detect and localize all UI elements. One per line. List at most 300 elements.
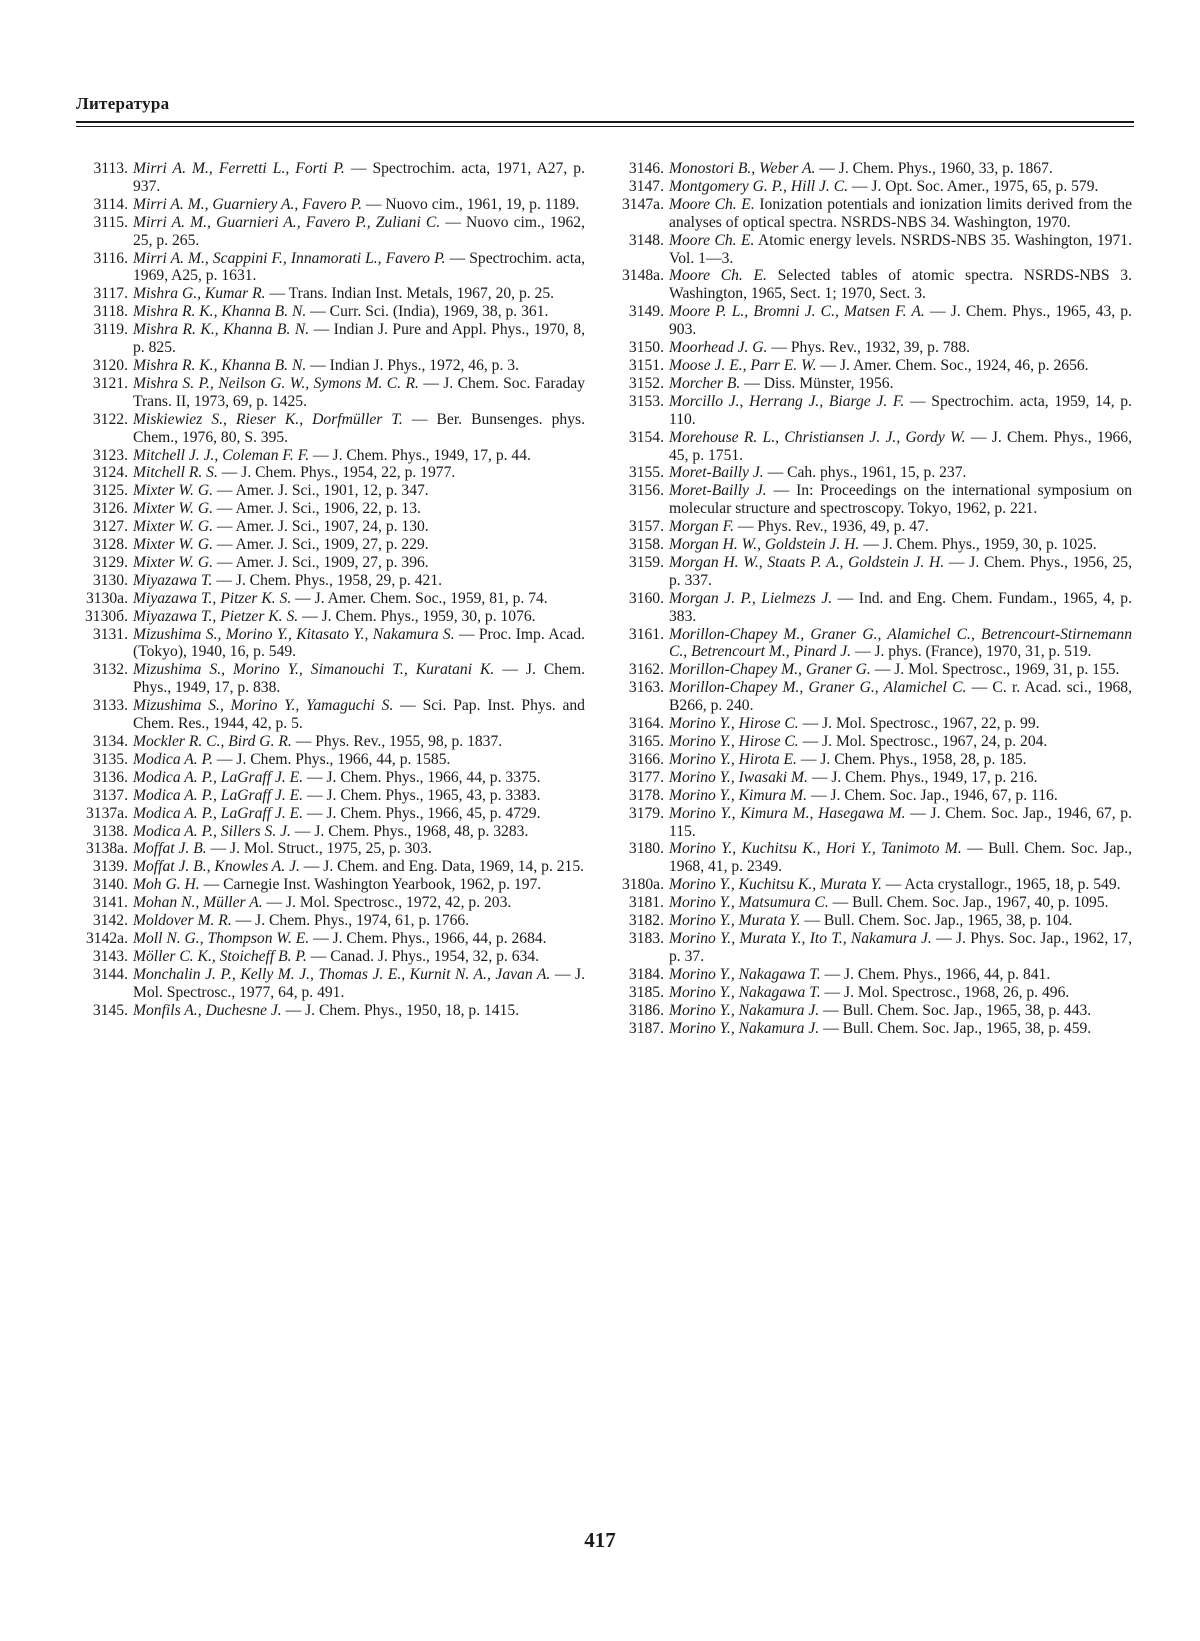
reference-authors: Morino Y., Kuchitsu K., Murata Y. bbox=[669, 876, 882, 894]
reference-authors: Mishra G., Kumar R. bbox=[133, 285, 266, 303]
reference-source: — J. Chem. Phys., 1960, 33, p. 1867. bbox=[815, 160, 1053, 177]
reference-text bbox=[669, 303, 1132, 339]
reference-entry bbox=[612, 393, 1132, 429]
reference-number: 3180. bbox=[628, 840, 664, 858]
reference-text bbox=[133, 214, 585, 250]
reference-entry bbox=[612, 769, 1132, 787]
reference-number: 3130б. bbox=[84, 607, 128, 625]
reference-text bbox=[669, 339, 1132, 357]
reference-entry bbox=[612, 303, 1132, 339]
reference-entry bbox=[80, 590, 585, 608]
reference-source: — J. Chem. Phys., 1949, 17, p. 44. bbox=[309, 446, 531, 464]
reference-authors: Mockler R. C., Bird G. R. bbox=[133, 733, 292, 750]
reference-authors: Möller C. K., Stoicheff B. P. bbox=[133, 947, 307, 965]
reference-number: 3152. bbox=[628, 374, 664, 392]
reference-number: 3148. bbox=[628, 231, 664, 249]
reference-text bbox=[669, 984, 1132, 1002]
reference-source: — Diss. Münster, 1956. bbox=[740, 374, 894, 392]
reference-number: 3162. bbox=[628, 661, 664, 679]
reference-entry bbox=[80, 500, 585, 518]
reference-text bbox=[669, 679, 1132, 715]
reference-source: Atomic energy levels. NSRDS-NBS 35. Washington, 1971. Vol. 1—3. bbox=[669, 231, 1133, 267]
reference-number: 3119. bbox=[93, 321, 128, 339]
reference-entry bbox=[612, 232, 1132, 268]
reference-authors: Mirri A. M., Guarniery A., Favero P. bbox=[133, 195, 362, 213]
reference-text bbox=[669, 661, 1132, 679]
reference-source: — Nuovo cim., 1961, 19, p. 1189. bbox=[361, 195, 580, 213]
reference-number: 3114. bbox=[93, 195, 128, 213]
reference-number: 3117. bbox=[93, 285, 128, 303]
reference-source: — Phys. Rev., 1936, 49, p. 47. bbox=[733, 518, 929, 536]
reference-number: 3136. bbox=[92, 768, 128, 786]
reference-entry bbox=[80, 858, 585, 876]
reference-authors: Modica A. P., LaGraff J. E. bbox=[133, 786, 304, 804]
reference-source: — J. Amer. Chem. Soc., 1959, 81, p. 74. bbox=[291, 589, 548, 607]
reference-number: 3127. bbox=[92, 518, 128, 536]
reference-entry bbox=[80, 285, 585, 303]
reference-authors: Morcher B. bbox=[669, 374, 741, 392]
reference-entry bbox=[80, 769, 585, 787]
reference-source: — J. Chem. Phys., 1959, 30, p. 1025. bbox=[859, 536, 1097, 554]
reference-number: 3141. bbox=[92, 894, 128, 912]
reference-text bbox=[133, 823, 585, 841]
reference-text bbox=[669, 232, 1132, 268]
reference-text bbox=[669, 518, 1132, 536]
reference-number: 3130. bbox=[92, 571, 128, 589]
reference-text bbox=[133, 357, 585, 375]
reference-source: — Amer. J. Sci., 1909, 27, p. 229. bbox=[212, 536, 429, 554]
reference-source: — Curr. Sci. (India), 1969, 38, p. 361. bbox=[306, 303, 549, 321]
reference-authors: Miyazawa T., Pietzer K. S. bbox=[133, 607, 299, 625]
reference-entry bbox=[80, 966, 585, 1002]
reference-source: — J. Chem. Phys., 1959, 30, p. 1076. bbox=[298, 607, 536, 625]
reference-text bbox=[669, 590, 1132, 626]
reference-entry bbox=[612, 751, 1132, 769]
reference-authors: Monchalin J. P., Kelly M. J., Thomas J. E., Kurnit N. A., Javan A. bbox=[133, 965, 551, 983]
reference-authors: Morillon-Chapey M., Graner G., Alamichel C., Betrencourt-Stirnemann C., Betrencourt M., Pinard J. bbox=[669, 625, 1132, 661]
reference-authors: Morino Y., Nakamura J. bbox=[669, 1001, 820, 1019]
reference-entry bbox=[80, 518, 585, 536]
reference-entry bbox=[80, 250, 585, 286]
reference-entry bbox=[612, 787, 1132, 805]
reference-authors: Montgomery G. P., Hill J. C. bbox=[669, 177, 849, 195]
reference-text bbox=[133, 285, 585, 303]
reference-authors: Morino Y., Iwasaki M. bbox=[669, 768, 808, 786]
reference-source: Ionization potentials and ionization limits derived from the analyses of optical spectra. NSRDS-NBS 34. Washington, 1970. bbox=[669, 195, 1133, 231]
reference-authors: Moffat J. B., Knowles A. J. bbox=[133, 858, 300, 876]
reference-source: — Ber. Bunsenges. phys. Chem., 1976, 80, S. 395. bbox=[133, 410, 585, 446]
reference-column-left bbox=[80, 160, 585, 1020]
reference-entry bbox=[612, 805, 1132, 841]
reference-number: 3150. bbox=[628, 339, 664, 357]
reference-text bbox=[669, 375, 1132, 393]
reference-number: 3123. bbox=[92, 446, 128, 464]
reference-authors: Moh G. H. bbox=[133, 876, 200, 894]
reference-text bbox=[133, 554, 585, 572]
reference-number: 3184. bbox=[628, 965, 664, 983]
reference-number: 3186. bbox=[628, 1001, 664, 1019]
reference-entry bbox=[612, 894, 1132, 912]
reference-text bbox=[669, 930, 1132, 966]
reference-text bbox=[669, 1020, 1132, 1038]
reference-entry bbox=[612, 536, 1132, 554]
reference-authors: Modica A. P., LaGraff J. E. bbox=[133, 804, 304, 822]
reference-authors: Modica A. P. bbox=[133, 750, 213, 768]
reference-number: 3122. bbox=[92, 410, 128, 428]
reference-text bbox=[669, 267, 1132, 303]
reference-text bbox=[133, 787, 585, 805]
reference-source: — Spectrochim. acta, 1971, A27, p. 937. bbox=[133, 160, 585, 195]
reference-authors: Monfils A., Duchesne J. bbox=[133, 1001, 282, 1019]
reference-source: — Phys. Rev., 1932, 39, p. 788. bbox=[767, 339, 971, 357]
reference-entry bbox=[80, 608, 585, 626]
reference-entry bbox=[80, 303, 585, 321]
reference-authors: Monostori B., Weber A. bbox=[669, 160, 816, 177]
reference-number: 3118. bbox=[93, 303, 128, 321]
reference-entry bbox=[612, 178, 1132, 196]
reference-text bbox=[133, 303, 585, 321]
reference-text bbox=[133, 411, 585, 447]
reference-entry bbox=[80, 1002, 585, 1020]
reference-authors: Mishra R. K., Khanna B. N. bbox=[133, 303, 307, 321]
reference-entry bbox=[80, 464, 585, 482]
reference-text bbox=[133, 966, 585, 1002]
reference-source: — J. Chem. Phys., 1949, 17, p. 216. bbox=[807, 768, 1038, 786]
reference-authors: Morino Y., Kimura M., Hasegawa M. bbox=[669, 804, 906, 822]
reference-text bbox=[133, 894, 585, 912]
header-rule bbox=[76, 121, 1134, 123]
reference-number: 3142a. bbox=[85, 929, 128, 947]
reference-authors: Morillon-Chapey M., Graner G. bbox=[669, 661, 871, 679]
reference-source: — J. Chem. Phys., 1974, 61, p. 1766. bbox=[231, 912, 470, 930]
reference-source: — J. Phys. Soc. Jap., 1962, 17, p. 37. bbox=[669, 929, 1132, 965]
reference-entry bbox=[612, 930, 1132, 966]
reference-text bbox=[133, 751, 585, 769]
reference-source: — J. Chem. Phys., 1966, 44, p. 2684. bbox=[309, 929, 547, 947]
reference-entry bbox=[80, 733, 585, 751]
reference-text bbox=[133, 590, 585, 608]
reference-source: — J. Chem. Phys., 1950, 18, p. 1415. bbox=[281, 1001, 520, 1019]
reference-authors: Modica A. P., LaGraff J. E. bbox=[133, 768, 304, 786]
reference-source: — J. Chem. Phys., 1966, 45, p. 1751. bbox=[669, 428, 1132, 464]
reference-source: — J. Chem. Phys., 1966, 44, p. 3375. bbox=[303, 768, 541, 786]
reference-text bbox=[133, 840, 585, 858]
reference-source: — Spectrochim. acta, 1969, A25, p. 1631. bbox=[133, 249, 586, 285]
reference-authors: Morillon-Chapey M., Graner G., Alamichel C. bbox=[669, 679, 967, 697]
reference-authors: Morino Y., Murata Y. bbox=[669, 912, 801, 930]
reference-text bbox=[133, 912, 585, 930]
reference-text bbox=[669, 894, 1132, 912]
reference-source: — Trans. Indian Inst. Metals, 1967, 20, p. 25. bbox=[265, 285, 555, 303]
reference-text bbox=[133, 375, 585, 411]
reference-number: 3159. bbox=[628, 553, 664, 571]
reference-number: 3124. bbox=[92, 464, 128, 482]
reference-entry bbox=[80, 196, 585, 214]
reference-authors: Mitchell R. S. bbox=[133, 464, 218, 482]
reference-entry bbox=[80, 661, 585, 697]
reference-text bbox=[669, 715, 1132, 733]
reference-authors: Moret-Bailly J. bbox=[669, 464, 764, 482]
reference-number: 3163. bbox=[628, 679, 664, 697]
reference-number: 3154. bbox=[628, 428, 664, 446]
reference-source: — J. Chem. Soc. Jap., 1946, 67, p. 116. bbox=[807, 786, 1058, 804]
reference-source: — J. phys. (France), 1970, 31, p. 519. bbox=[851, 643, 1092, 661]
reference-entry bbox=[612, 984, 1132, 1002]
reference-number: 3147. bbox=[628, 177, 664, 195]
reference-authors: Mohan N., Müller A. bbox=[133, 894, 263, 912]
reference-entry bbox=[80, 787, 585, 805]
reference-source: — Acta crystallogr., 1965, 18, p. 549. bbox=[881, 876, 1121, 894]
reference-entry bbox=[80, 876, 585, 894]
reference-authors: Moldover M. R. bbox=[133, 912, 232, 930]
reference-number: 3113. bbox=[93, 160, 128, 177]
reference-source: — Bull. Chem. Soc. Jap., 1965, 38, p. 104. bbox=[800, 912, 1073, 930]
reference-text bbox=[133, 1002, 585, 1020]
reference-source: — Indian J. Phys., 1972, 46, p. 3. bbox=[306, 356, 519, 374]
reference-authors: Morino Y., Nakamura J. bbox=[669, 1019, 820, 1037]
reference-entry bbox=[612, 590, 1132, 626]
reference-entry bbox=[612, 876, 1132, 894]
reference-authors: Miyazawa T. bbox=[133, 571, 213, 589]
reference-number: 3116. bbox=[93, 249, 128, 267]
reference-number: 3178. bbox=[628, 786, 664, 804]
reference-entry bbox=[612, 339, 1132, 357]
reference-source: — J. Chem. Phys., 1965, 43, p. 3383. bbox=[303, 786, 541, 804]
reference-authors: Mixter W. G. bbox=[133, 482, 213, 500]
reference-source: — Bull. Chem. Soc. Jap., 1967, 40, p. 1095. bbox=[828, 894, 1109, 912]
reference-entry bbox=[80, 823, 585, 841]
reference-text bbox=[669, 393, 1132, 429]
reference-text bbox=[669, 1002, 1132, 1020]
reference-number: 3146. bbox=[628, 160, 664, 177]
reference-source: — Proc. Imp. Acad. (Tokyo), 1940, 16, p. 549. bbox=[133, 625, 585, 661]
reference-text bbox=[669, 536, 1132, 554]
reference-entry bbox=[80, 572, 585, 590]
reference-entry bbox=[612, 912, 1132, 930]
reference-text bbox=[133, 500, 585, 518]
reference-text bbox=[669, 787, 1132, 805]
reference-source: — Canad. J. Phys., 1954, 32, p. 634. bbox=[306, 947, 540, 965]
reference-source: — J. Chem. Phys., 1954, 22, p. 1977. bbox=[217, 464, 456, 482]
reference-number: 3164. bbox=[628, 715, 664, 733]
reference-authors: Morino Y., Hirota E. bbox=[669, 750, 797, 768]
reference-source: — Sci. Pap. Inst. Phys. and Chem. Res., 1944, 42, p. 5. bbox=[133, 697, 585, 733]
reference-entry bbox=[80, 751, 585, 769]
page-number: 417 bbox=[584, 1528, 616, 1552]
reference-source: — J. Mol. Spectrosc., 1968, 26, p. 496. bbox=[820, 983, 1070, 1001]
reference-text bbox=[669, 769, 1132, 787]
reference-text bbox=[669, 876, 1132, 894]
reference-entry bbox=[80, 411, 585, 447]
reference-source: — Bull. Chem. Soc. Jap., 1965, 38, p. 459. bbox=[819, 1019, 1092, 1037]
reference-text bbox=[133, 196, 585, 214]
reference-number: 3133. bbox=[92, 697, 128, 715]
reference-source: — J. Chem. Phys., 1958, 28, p. 185. bbox=[796, 750, 1027, 768]
reference-number: 3115. bbox=[93, 213, 128, 231]
reference-text bbox=[133, 948, 585, 966]
reference-entry bbox=[80, 554, 585, 572]
reference-text bbox=[133, 518, 585, 536]
reference-text bbox=[133, 858, 585, 876]
reference-authors: Mixter W. G. bbox=[133, 553, 213, 571]
reference-entry bbox=[612, 160, 1132, 178]
reference-number: 3125. bbox=[92, 482, 128, 500]
reference-source: — C. r. Acad. sci., 1968, B266, p. 240. bbox=[669, 679, 1132, 715]
reference-authors: Moore Ch. E. bbox=[669, 195, 755, 213]
reference-text bbox=[669, 840, 1132, 876]
reference-authors: Morcillo J., Herrang J., Biarge J. F. bbox=[669, 392, 905, 410]
reference-number: 3177. bbox=[628, 768, 664, 786]
reference-number: 3181. bbox=[628, 894, 664, 912]
reference-authors: Moore Ch. E. bbox=[669, 231, 755, 249]
reference-authors: Morgan F. bbox=[669, 518, 734, 536]
header-rule-thin bbox=[76, 126, 1134, 127]
reference-authors: Mixter W. G. bbox=[133, 518, 213, 536]
reference-authors: Moret-Bailly J. bbox=[669, 482, 767, 500]
reference-authors: Mishra R. K., Khanna B. N. bbox=[133, 321, 310, 339]
reference-entry bbox=[80, 160, 585, 196]
reference-authors: Mirri A. M., Scappini F., Innamorati L., Favero P. bbox=[133, 249, 446, 267]
reference-entry bbox=[80, 321, 585, 357]
reference-authors: Mixter W. G. bbox=[133, 536, 213, 554]
reference-source: — J. Amer. Chem. Soc., 1924, 46, p. 2656. bbox=[816, 356, 1089, 374]
reference-number: 3157. bbox=[628, 518, 664, 536]
reference-source: — J. Chem. Phys., 1965, 43, p. 903. bbox=[669, 303, 1132, 339]
reference-source: — Carnegie Inst. Washington Yearbook, 1962, p. 197. bbox=[199, 876, 542, 894]
reference-text bbox=[133, 930, 585, 948]
reference-text bbox=[669, 160, 1132, 178]
reference-entry bbox=[612, 518, 1132, 536]
reference-authors: Miskiewiez S., Rieser K., Dorfmüller T. bbox=[133, 410, 403, 428]
reference-text bbox=[133, 769, 585, 787]
reference-number: 3158. bbox=[628, 536, 664, 554]
reference-text bbox=[133, 572, 585, 590]
reference-source: — Indian J. Pure and Appl. Phys., 1970, 8, p. 825. bbox=[133, 321, 585, 357]
reference-source: — J. Mol. Spectrosc., 1969, 31, p. 155. bbox=[870, 661, 1120, 679]
reference-text bbox=[133, 482, 585, 500]
reference-source: — J. Opt. Soc. Amer., 1975, 65, p. 579. bbox=[848, 177, 1099, 195]
reference-authors: Mixter W. G. bbox=[133, 500, 213, 518]
reference-entry bbox=[612, 375, 1132, 393]
reference-authors: Morino Y., Kuchitsu K., Hori Y., Tanimoto M. bbox=[669, 840, 962, 858]
reference-source: — Cah. phys., 1961, 15, p. 237. bbox=[763, 464, 967, 482]
reference-number: 3135. bbox=[92, 750, 128, 768]
reference-text bbox=[669, 178, 1132, 196]
reference-authors: Morino Y., Nakagawa T. bbox=[669, 983, 821, 1001]
reference-entry bbox=[612, 554, 1132, 590]
reference-source: — Phys. Rev., 1955, 98, p. 1837. bbox=[291, 733, 503, 750]
reference-number: 3143. bbox=[92, 947, 128, 965]
reference-entry bbox=[612, 196, 1132, 232]
reference-authors: Morino Y., Murata Y., Ito T., Nakamura J. bbox=[669, 929, 932, 947]
reference-entry bbox=[80, 214, 585, 250]
reference-authors: Moll N. G., Thompson W. E. bbox=[133, 929, 310, 947]
reference-entry bbox=[612, 679, 1132, 715]
reference-number: 3156. bbox=[628, 482, 664, 500]
reference-text bbox=[133, 321, 585, 357]
reference-source: — Spectrochim. acta, 1959, 14, p. 110. bbox=[669, 392, 1132, 428]
reference-number: 3121. bbox=[92, 374, 128, 392]
reference-entry bbox=[80, 697, 585, 733]
reference-number: 3185. bbox=[628, 983, 664, 1001]
reference-text bbox=[669, 554, 1132, 590]
reference-authors: Moore Ch. E. bbox=[669, 267, 767, 285]
reference-text bbox=[669, 626, 1132, 662]
reference-entry bbox=[612, 626, 1132, 662]
reference-number: 3149. bbox=[628, 303, 664, 321]
reference-source: — J. Chem. Phys., 1956, 25, p. 337. bbox=[669, 553, 1132, 589]
reference-authors: Mirri A. M., Guarnieri A., Favero P., Zuliani C. bbox=[133, 213, 441, 231]
reference-authors: Morgan H. W., Goldstein J. H. bbox=[669, 536, 860, 554]
reference-text bbox=[133, 160, 585, 196]
reference-authors: Morino Y., Hirose C. bbox=[669, 733, 799, 750]
reference-entry bbox=[80, 894, 585, 912]
reference-number: 3153. bbox=[628, 392, 664, 410]
reference-number: 3132. bbox=[92, 661, 128, 679]
reference-entry bbox=[80, 447, 585, 465]
reference-authors: Mishra S. P., Neilson G. W., Symons M. C. R. bbox=[133, 374, 419, 392]
reference-number: 3180a. bbox=[621, 876, 664, 894]
reference-source: — J. Chem. Phys., 1966, 44, p. 841. bbox=[820, 965, 1051, 983]
reference-text bbox=[133, 447, 585, 465]
reference-number: 3160. bbox=[628, 589, 664, 607]
reference-number: 3138. bbox=[92, 822, 128, 840]
reference-text bbox=[669, 429, 1132, 465]
reference-source: — J. Chem. Phys., 1958, 29, p. 421. bbox=[212, 571, 443, 589]
reference-number: 3144. bbox=[92, 965, 128, 983]
reference-column-right bbox=[612, 160, 1132, 1037]
reference-entry bbox=[612, 733, 1132, 751]
reference-source: — J. Mol. Spectrosc., 1967, 24, p. 204. bbox=[798, 733, 1048, 750]
reference-source: — J. Chem. Phys., 1949, 17, p. 838. bbox=[133, 661, 585, 697]
reference-authors: Morgan H. W., Staats P. A., Goldstein J. H. bbox=[669, 553, 945, 571]
reference-entry bbox=[80, 840, 585, 858]
reference-text bbox=[669, 357, 1132, 375]
reference-number: 3161. bbox=[628, 625, 664, 643]
reference-number: 3142. bbox=[92, 912, 128, 930]
reference-authors: Mizushima S., Morino Y., Simanouchi T., Kuratani K. bbox=[133, 661, 495, 679]
reference-source: — J. Mol. Spectrosc., 1967, 22, p. 99. bbox=[798, 715, 1040, 733]
reference-authors: Morgan J. P., Lielmezs J. bbox=[669, 589, 833, 607]
reference-number: 3138a. bbox=[85, 840, 128, 858]
reference-entry bbox=[612, 267, 1132, 303]
reference-source: — J. Chem. Phys., 1966, 45, p. 4729. bbox=[303, 804, 541, 822]
reference-authors: Morehouse R. L., Christiansen J. J., Gordy W. bbox=[669, 428, 966, 446]
reference-authors: Mizushima S., Morino Y., Yamaguchi S. bbox=[133, 697, 394, 715]
reference-number: 3165. bbox=[628, 733, 664, 750]
reference-entry bbox=[612, 357, 1132, 375]
reference-number: 3182. bbox=[628, 912, 664, 930]
reference-text bbox=[669, 196, 1132, 232]
reference-number: 3140. bbox=[92, 876, 128, 894]
reference-authors: Mirri A. M., Ferretti L., Forti P. bbox=[133, 160, 345, 177]
reference-source: — J. Chem. and Eng. Data, 1969, 14, p. 215. bbox=[299, 858, 585, 876]
reference-entry bbox=[80, 912, 585, 930]
reference-number: 3120. bbox=[92, 356, 128, 374]
reference-number: 3155. bbox=[628, 464, 664, 482]
reference-text bbox=[669, 733, 1132, 751]
reference-number: 3130a. bbox=[85, 589, 128, 607]
reference-source: — Bull. Chem. Soc. Jap., 1965, 38, p. 443. bbox=[819, 1001, 1092, 1019]
reference-number: 3179. bbox=[628, 804, 664, 822]
reference-authors: Moffat J. B. bbox=[133, 840, 207, 858]
reference-text bbox=[133, 464, 585, 482]
reference-source: — J. Chem. Soc. Faraday Trans. II, 1973, 69, p. 1425. bbox=[133, 374, 586, 410]
reference-entry bbox=[80, 375, 585, 411]
section-title: Литература bbox=[76, 94, 170, 113]
reference-entry bbox=[612, 1002, 1132, 1020]
reference-source: — Amer. J. Sci., 1909, 27, p. 396. bbox=[212, 553, 429, 571]
